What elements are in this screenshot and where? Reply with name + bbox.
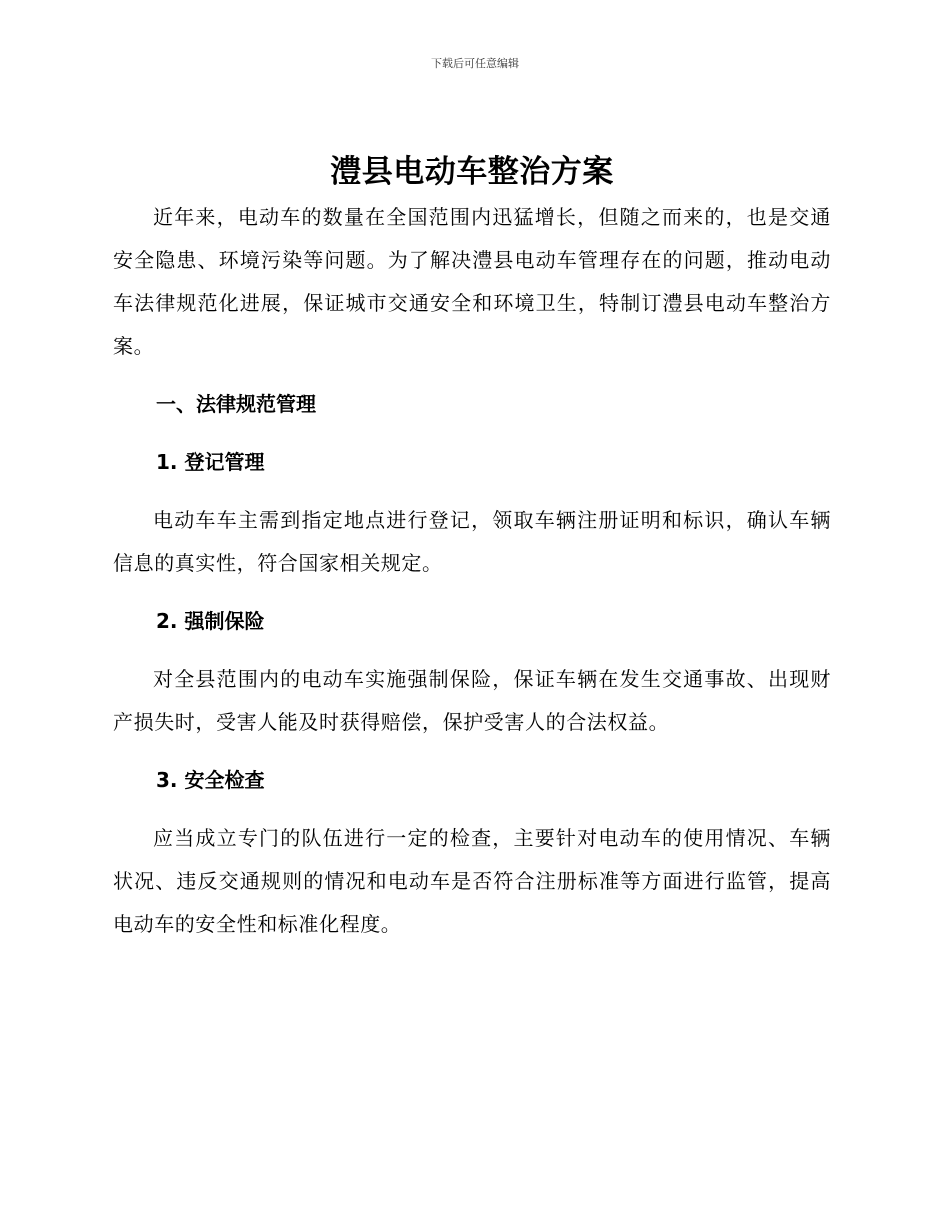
subsection-text-registration: 电动车车主需到指定地点进行登记，领取车辆注册证明和标识，确认车辆信息的真实性，符合国家相关规定。 <box>113 508 831 575</box>
subsection-text-insurance: 对全县范围内的电动车实施强制保险，保证车辆在发生交通事故、出现财产损失时，受害人能及时获得赔偿，保护受害人的合法权益。 <box>113 667 831 734</box>
subsection-text-inspection: 应当成立专门的队伍进行一定的检查，主要针对电动车的使用情况、车辆状况、违反交通规则的情况和电动车是否符合注册标准等方面进行监管，提高电动车的安全性和标准化程度。 <box>113 826 831 936</box>
document-body <box>113 150 831 946</box>
section-heading: 一、法律规范管理 <box>156 392 316 416</box>
subsection-heading-inspection: 3. 安全检查 <box>156 768 265 792</box>
intro-paragraph: 近年来，电动车的数量在全国范围内迅猛增长，但随之而来的，也是交通安全隐患、环境污染等问题。为了解决澧县电动车管理存在的问题，推动电动车法律规范化进展，保证城市交通安全和环境卫生，特制订澧县电动车整治方案。 <box>113 205 831 358</box>
subsection-heading-insurance: 2. 强制保险 <box>156 609 265 633</box>
header-note: 下载后可任意编辑 <box>431 57 519 70</box>
subsection-heading-registration: 1. 登记管理 <box>156 450 265 474</box>
document-title: 澧县电动车整治方案 <box>330 154 614 190</box>
